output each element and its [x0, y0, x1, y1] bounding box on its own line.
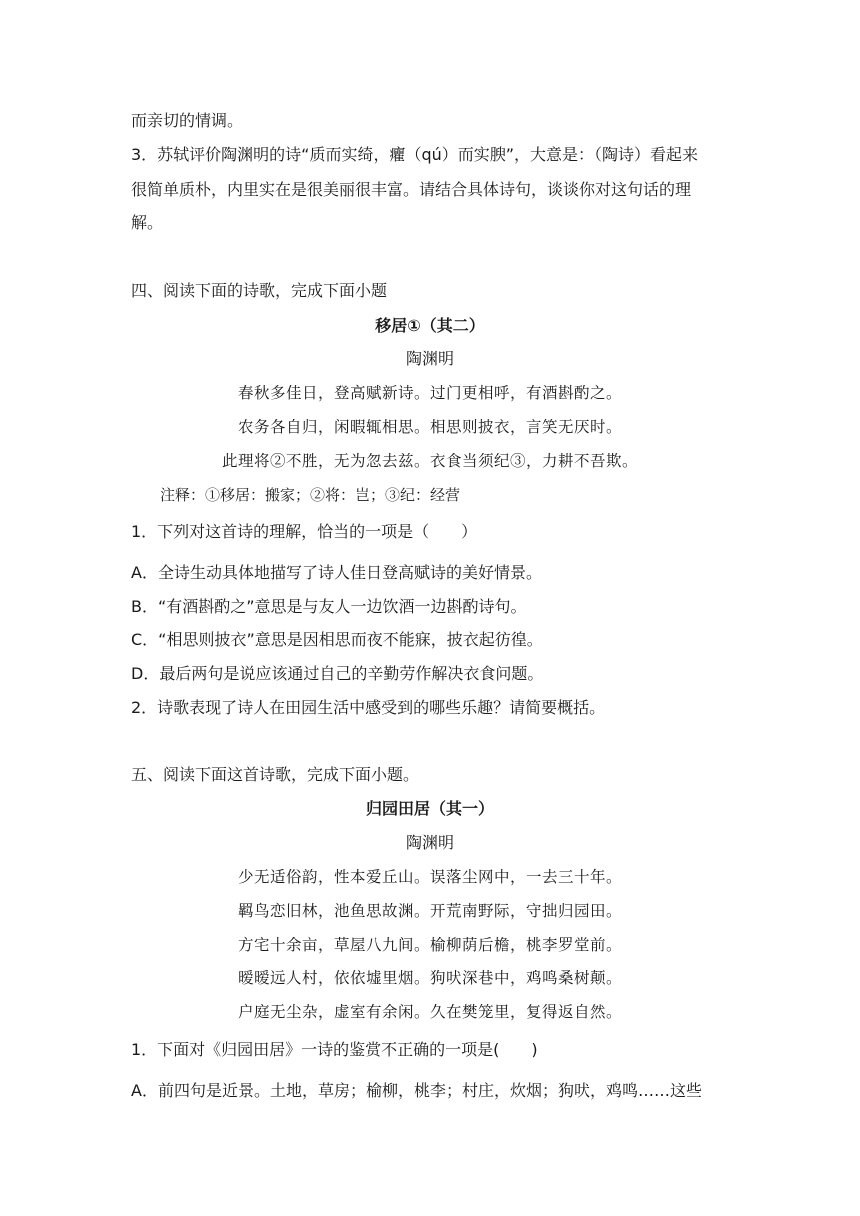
section-5-poem-line: 羁鸟恋旧林，池鱼思故渊。开荒南野际，守拙归园田。: [237, 902, 622, 920]
section-5-question-1: 1．下面对《归园田居》一诗的鉴赏不正确的一项是( ): [131, 1040, 538, 1059]
section-4-heading: 四、阅读下面的诗歌，完成下面小题: [131, 281, 388, 300]
section-4-question-2: 2．诗歌表现了诗人在田园生活中感受到的哪些乐趣？请简要概括。: [131, 698, 606, 717]
section-5-poem-author: 陶渊明: [405, 833, 454, 852]
section-5-poem-line: 户庭无尘杂，虚室有余闲。久在樊笼里，复得返自然。: [237, 1003, 622, 1021]
section-5-poem-line: 少无适俗韵，性本爱丘山。误落尘网中，一去三十年。: [237, 868, 622, 886]
question-3-line-2: 很简单质朴，内里实在是很美丽很丰富。请结合具体诗句，谈谈你对这句话的理: [131, 180, 692, 199]
section-5-heading: 五、阅读下面这首诗歌，完成下面小题。: [131, 765, 420, 784]
section-4-poem-line: 此理将②不胜，无为忽去兹。衣食当须纪③，力耕不吾欺。: [221, 452, 638, 470]
question-3-line-1: 3．苏轼评价陶渊明的诗“质而实绮，癯（qú）而实腴”，大意是：（陶诗）看起来: [131, 145, 699, 164]
section-4-option-b: B．“有酒斟酌之”意思是与友人一边饮酒一边斟酌诗句。: [131, 597, 527, 616]
section-5-poem-title: 归园田居（其一）: [365, 799, 494, 818]
section-4-poem-title: 移居①（其二）: [375, 316, 485, 335]
section-4-poem-note: 注释：①移居：搬家；②将：岂；③纪：经营: [160, 486, 461, 504]
section-4-question-1: 1．下列对这首诗的理解，恰当的一项是（ ）: [131, 522, 478, 541]
question-3-line-3: 解。: [131, 213, 164, 232]
section-5-poem-line: 方宅十余亩，草屋八九间。榆柳荫后檐，桃李罗堂前。: [237, 936, 622, 954]
previous-answer-tail: 而亲切的情调。: [131, 111, 244, 130]
section-4-poem-line: 农务各自归，闲暇辄相思。相思则披衣，言笑无厌时。: [237, 418, 622, 436]
section-4-option-d: D．最后两句是说应该通过自己的辛勤劳作解决衣食问题。: [131, 664, 544, 683]
section-4-option-c: C．“相思则披衣”意思是因相思而夜不能寐，披衣起彷徨。: [131, 630, 543, 649]
section-4-option-a: A．全诗生动具体地描写了诗人佳日登高赋诗的美好情景。: [131, 563, 542, 582]
section-5-option-a: A．前四句是近景。土地，草房；榆柳，桃李；村庄，炊烟；狗吠，鸡鸣……这些: [131, 1081, 702, 1100]
section-4-poem-author: 陶渊明: [405, 349, 454, 368]
section-4-poem-line: 春秋多佳日，登高赋新诗。过门更相呼，有酒斟酌之。: [237, 384, 622, 402]
section-5-poem-line: 暧暧远人村，依依墟里烟。狗吠深巷中，鸡鸣桑树颠。: [237, 969, 622, 987]
